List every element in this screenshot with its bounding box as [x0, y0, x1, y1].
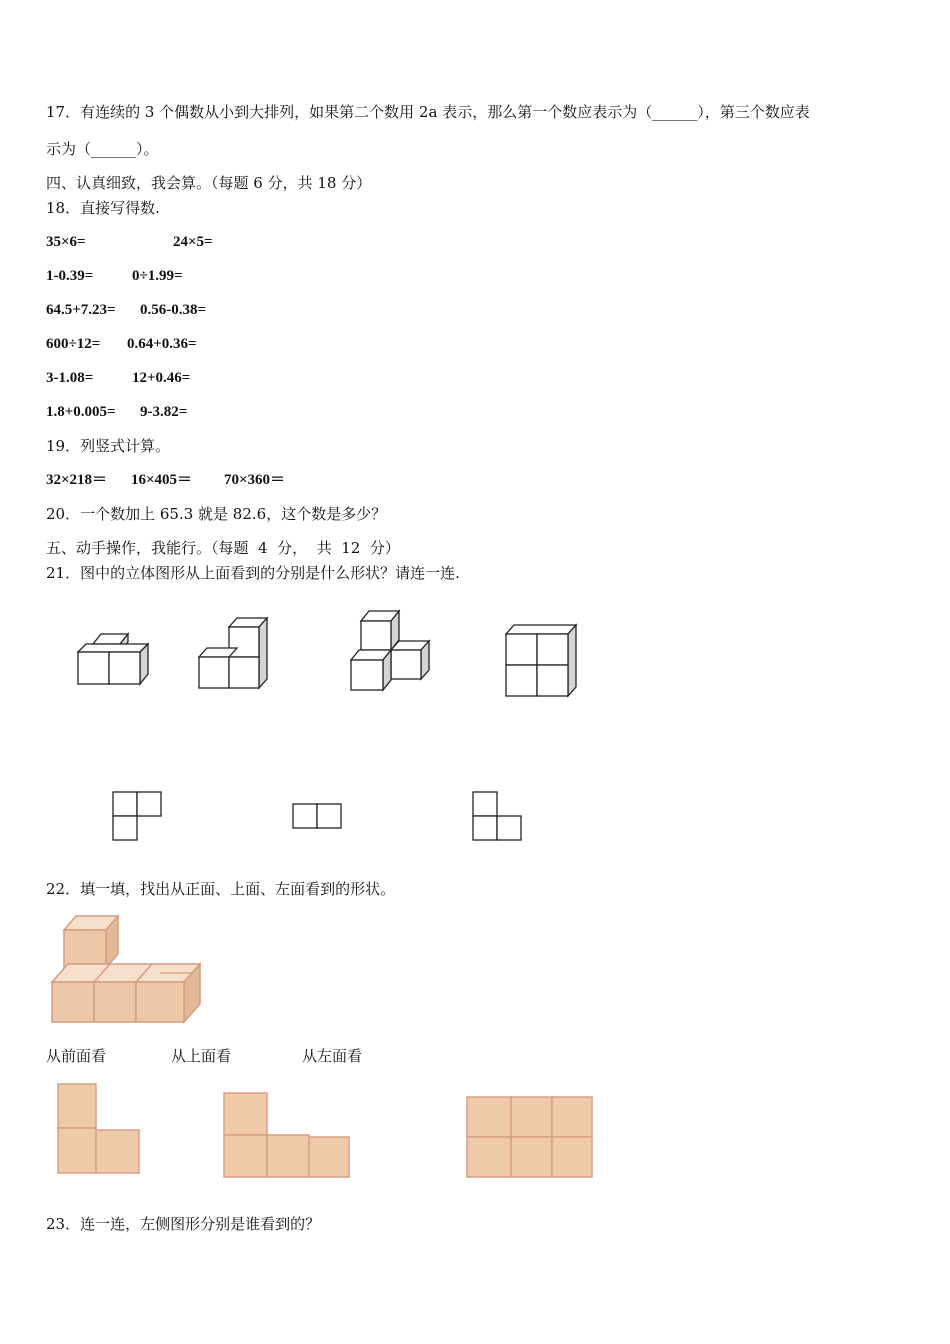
q21-solid-c — [345, 606, 445, 696]
q21-solid-b — [195, 612, 285, 702]
q21-top-view-a — [110, 790, 170, 850]
q19-item: 32×218＝ — [46, 472, 108, 488]
q22-label-left: 从左面看 — [302, 1047, 363, 1065]
q19-title: 19．列竖式计算。 — [46, 437, 171, 455]
q21-title: 21．图中的立体图形从上面看到的分别是什么形状？请连一连. — [46, 564, 460, 582]
q18-item: 35×6= — [46, 234, 86, 250]
q18-item: 0÷1.99= — [132, 268, 183, 284]
section4-heading: 四、认真细致，我会算。（每题 6 分，共 18 分） — [46, 174, 372, 192]
section5-heading: 五、动手操作，我能行。（每题 4 分， 共 12 分） — [46, 539, 400, 557]
q19-item: 70×360＝ — [224, 472, 286, 488]
q18-item: 12+0.46= — [132, 370, 191, 386]
q22-label-front: 从前面看 — [46, 1047, 107, 1065]
q21-solid-a — [70, 628, 170, 708]
q18-item: 1.8+0.005= — [46, 404, 116, 420]
q22-label-top: 从上面看 — [171, 1047, 232, 1065]
q18-item: 0.56-0.38= — [140, 302, 207, 318]
q18-item: 24×5= — [173, 234, 213, 250]
q18-item: 64.5+7.23= — [46, 302, 116, 318]
q21-top-view-b — [290, 800, 350, 840]
q21-solid-d — [500, 618, 590, 708]
q18-item: 3-1.08= — [46, 370, 94, 386]
q22-view-shape-c — [463, 1092, 603, 1182]
q23-title: 23．连一连，左侧图形分别是谁看到的？ — [46, 1215, 321, 1233]
q18-item: 9-3.82= — [140, 404, 188, 420]
q17-line1: 17．有连续的 3 个偶数从小到大排列，如果第二个数用 2a 表示，那么第一个数应表示为（______），第三个数应表 — [46, 103, 810, 121]
q19-item: 16×405＝ — [131, 472, 193, 488]
q21-top-view-c — [470, 790, 530, 850]
q22-view-shape-a — [52, 1080, 152, 1180]
q18-item: 1-0.39= — [46, 268, 94, 284]
q22-cube-stack — [44, 910, 214, 1030]
q18-item: 0.64+0.36= — [127, 336, 197, 352]
q17-line2: 示为（______）。 — [46, 140, 159, 158]
q22-view-shape-b — [220, 1090, 360, 1190]
q20-text: 20．一个数加上 65.3 就是 82.6，这个数是多少？ — [46, 505, 387, 523]
q18-title: 18．直接写得数. — [46, 199, 160, 217]
q22-title: 22．填一填，找出从正面、上面、左面看到的形状。 — [46, 880, 396, 898]
q18-item: 600÷12= — [46, 336, 101, 352]
